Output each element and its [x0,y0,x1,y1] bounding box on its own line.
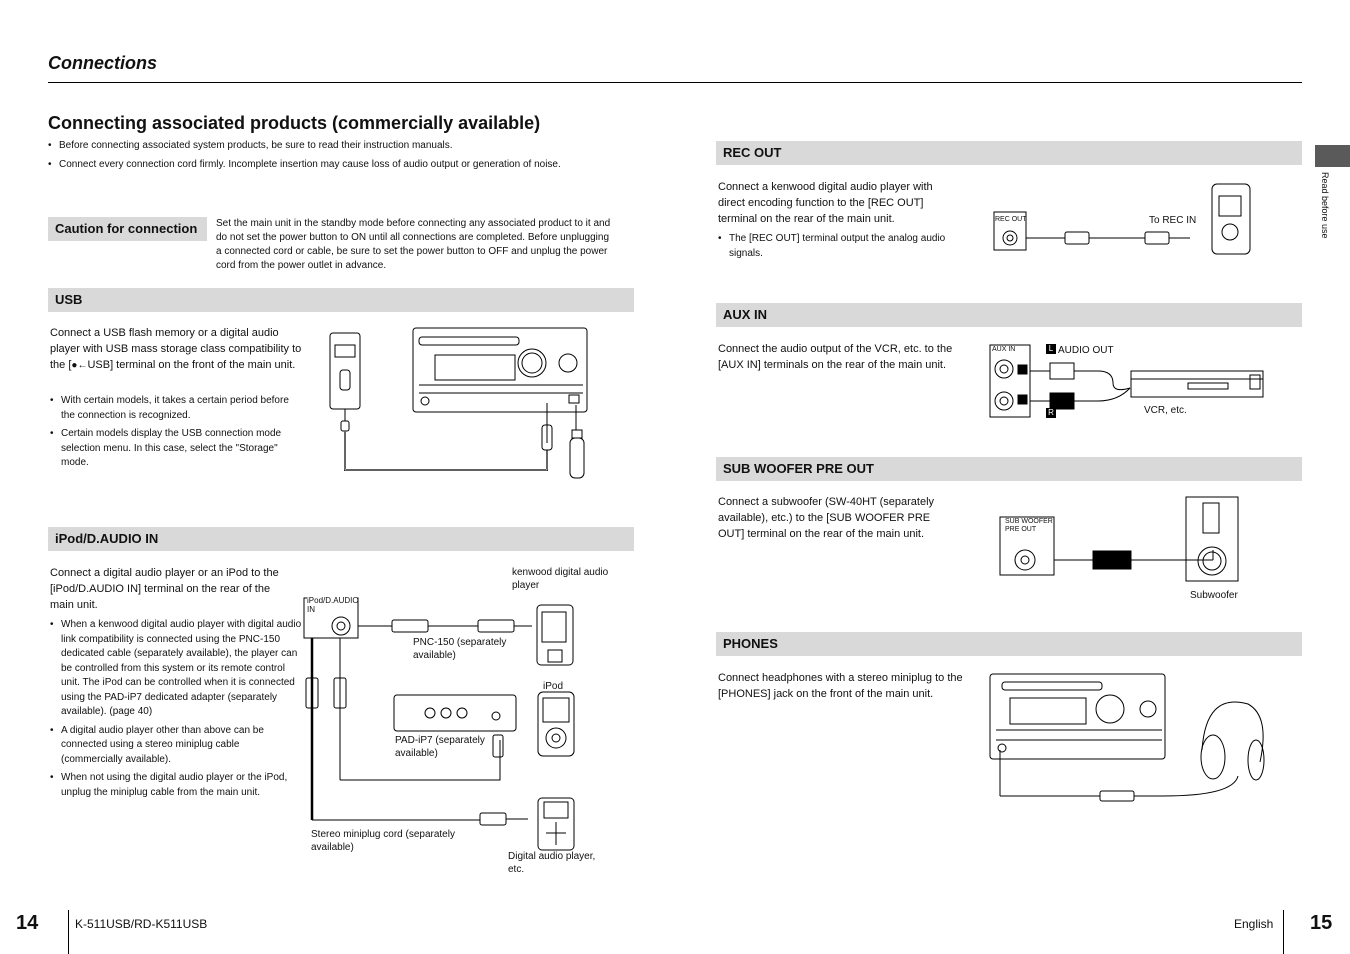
footer-divider-right [1283,910,1284,954]
intro-list [48,139,628,176]
audio-out-label: AUDIO OUT [1058,345,1114,356]
phones-text: Connect headphones with a stereo miniplug to the [PHONES] jack on the front of the main unit. [718,672,963,700]
usb-text-b: USB] terminal on the front of the main unit. [87,359,296,371]
page-number-right: 15 [1310,912,1333,934]
ipod-text: Connect a digital audio player or an iPod to the [iPod/D.AUDIO IN] terminal on the rear of the main unit. [50,567,279,611]
language-label: English [1234,917,1274,931]
usb-symbol-icon: ●← [71,360,88,371]
phones-section-header: PHONES [716,632,1302,656]
section-title: Connections [48,53,158,73]
to-rec-in-label: To REC IN [1149,215,1197,226]
header-rule [48,82,1302,83]
subwoofer-label: Subwoofer [1190,590,1238,601]
vcr-label: VCR, etc. [1144,405,1187,416]
usb-bullet: • Certain models display the USB connection mode selection menu. In this case, select the "Storage" mode. [50,427,300,471]
ipod-bullets [50,618,302,804]
phones-diagram [988,672,1268,804]
caution-label: Caution for connection [48,217,207,241]
usb-bullets [50,394,300,475]
usb-bullet: • With certain models, it takes a certain period before the connection is recognized. [50,394,300,423]
subwoofer-section-header: SUB WOOFER PRE OUT [716,457,1302,481]
recout-text: Connect a kenwood digital audio player with direct encoding function to the [REC OUT] terminal on the rear of the main unit. [718,181,933,225]
dap-label: Digital audio player, etc. [508,851,596,875]
auxin-terminal-label: AUX IN [992,346,1016,353]
usb-text-a: Connect a USB flash memory or a digital audio player with USB mass storage class compatibility to the [ [50,327,302,371]
caution-text: Set the main unit in the standby mode before connecting any associated product to it and do not set the power button to ON until all connections are completed. Before unplugging a connected cord or cable, be sure to set the power button to OFF and unplug the power cord from the power outlet in advance. [216,218,611,271]
usb-diagram [325,325,595,485]
ipod-bullet: • A digital audio player other than above can be connected using a stereo miniplug cable (commercially available). [50,724,302,768]
auxin-diagram [988,343,1268,423]
r-channel-badge: R [1046,408,1056,418]
pnc150-label: PNC-150 (separately available) [413,637,507,661]
subwoofer-terminal-label: SUB WOOFER PRE OUT [1005,518,1053,533]
ipod-label: iPod [543,681,564,692]
ipod-diagram [300,590,590,860]
kenwood-player-label: kenwood digital audio player [512,567,609,591]
recout-diagram [990,182,1260,257]
usb-section-header: USB [48,288,634,312]
recout-section-header: REC OUT [716,141,1302,165]
subwoofer-text: Connect a subwoofer (SW-40HT (separately available), etc.) to the [SUB WOOFER PRE OUT] terminal on the rear of the main unit. [718,496,935,540]
pad-ip7-label: PAD-iP7 (separately available) [395,735,485,759]
ipod-terminal-label: iPod/D.AUDIO IN [307,596,359,614]
recout-bullet: • The [REC OUT] terminal output the analog audio signals. [718,232,963,261]
auxin-section-header: AUX IN [716,303,1302,327]
auxin-text: Connect the audio output of the VCR, etc. to the [AUX IN] terminals on the rear of the main unit. [718,343,953,371]
subwoofer-diagram [998,495,1243,585]
l-channel-badge: L [1046,344,1056,354]
intro-item: • Before connecting associated system products, be sure to read their instruction manuals. [48,139,628,154]
recout-terminal-label: REC OUT [995,216,1027,223]
side-tab [1315,145,1350,167]
footer-divider-left [68,910,69,954]
page-title: Connecting associated products (commercially available) [48,113,541,133]
ipod-section-header: iPod/D.AUDIO IN [48,527,634,551]
side-tab-text: Read before use [1320,172,1330,239]
intro-item: • Connect every connection cord firmly. Incomplete insertion may cause loss of audio output or generation of noise. [48,158,628,173]
usb-text [50,325,305,374]
ipod-bullet: • When not using the digital audio player or the iPod, unplug the miniplug cable from the main unit. [50,771,302,800]
page-number-left: 14 [16,912,39,934]
model-number: K-511USB/RD-K511USB [75,917,208,931]
ipod-bullet: • When a kenwood digital audio player with digital audio link compatibility is connected using the PNC-150 dedicated cable (separately available), the player can be controlled from this system or its remote control unit. The iPod can be controlled when it is connected using the PAD-iP7 dedicated adapter (separately available). (page 40) [50,618,302,720]
recout-bullets [718,232,963,265]
stereo-miniplug-label: Stereo miniplug cord (separately available) [311,829,455,853]
